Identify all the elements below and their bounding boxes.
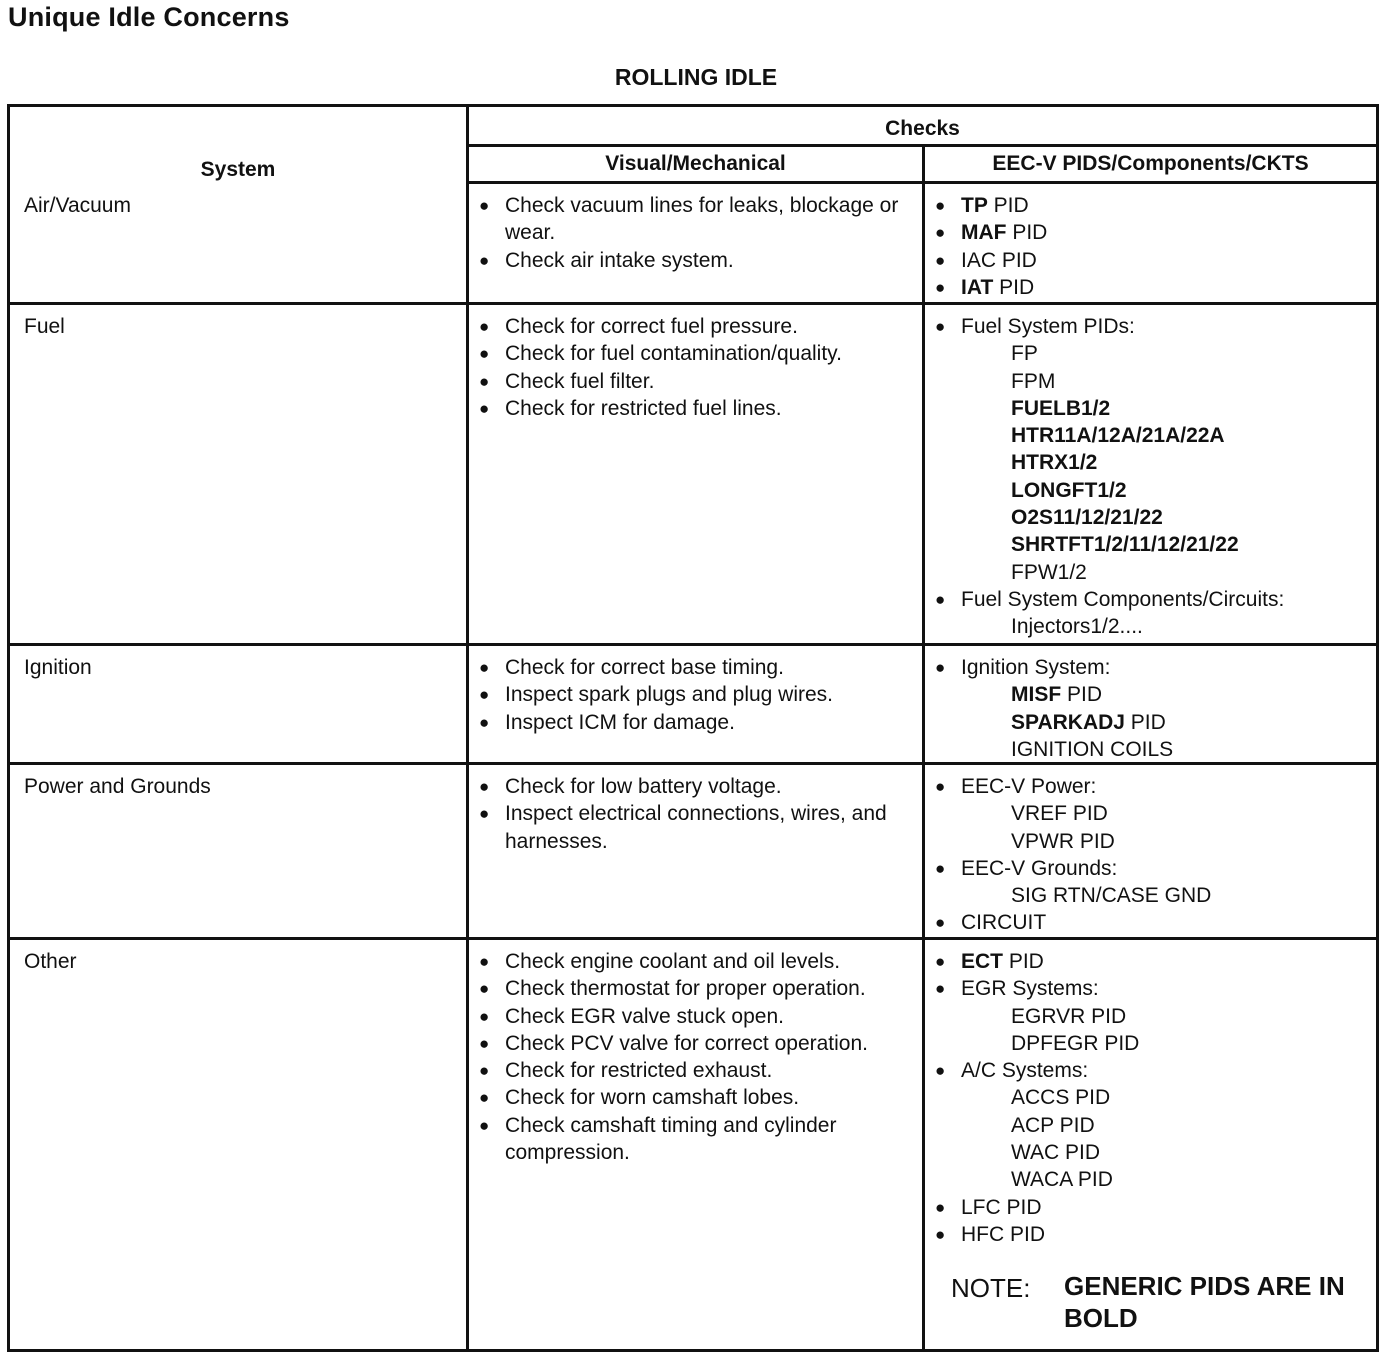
eec-sub-item — [961, 1166, 1370, 1193]
eec-check-item — [935, 192, 1370, 219]
pid-name-bold: O2S11/12/21/22 — [1011, 506, 1163, 530]
eec-sub-item — [961, 422, 1370, 449]
eec-sub-item — [961, 1003, 1370, 1030]
eec-item-text: IAC PID — [961, 248, 1037, 272]
eec-check-item — [935, 274, 1370, 301]
eec-sub-item — [961, 1084, 1370, 1111]
pid-name-bold: HTRX1/2 — [1011, 451, 1098, 475]
visual-check-cell — [469, 646, 925, 765]
eec-sub-item — [961, 1139, 1370, 1166]
eec-item-text: Ignition System: — [961, 656, 1111, 679]
visual-check-item: ● Check for low battery voltage. — [479, 773, 916, 800]
pid-name-bold: ECT — [961, 950, 1003, 973]
pid-name-bold: SPARKADJ — [1011, 710, 1125, 734]
eec-sub-text: FP — [1011, 342, 1038, 366]
eec-sub-item — [961, 1112, 1370, 1139]
bold-pids-note — [951, 1270, 1376, 1334]
visual-check-item: ● Check thermostat for proper operation. — [479, 975, 916, 1002]
system-cell: Ignition — [10, 646, 469, 765]
page-title: Unique Idle Concerns — [8, 2, 290, 32]
eec-sub-item — [961, 882, 1370, 909]
eec-sub-item — [961, 709, 1370, 736]
visual-check-item: ● Check engine coolant and oil levels. — [479, 948, 916, 975]
eec-item-text: EEC-V Power: — [961, 775, 1097, 798]
eec-item-text: EGR Systems: — [961, 977, 1099, 1001]
note-text: GENERIC PIDS ARE IN BOLD — [1064, 1271, 1345, 1334]
system-column-header: System — [10, 107, 469, 184]
visual-check-item: ● Inspect ICM for damage. — [479, 709, 916, 736]
eec-check-item — [935, 975, 1370, 1057]
concerns-table — [7, 104, 1379, 1352]
eec-sub-text: VPWR PID — [1011, 829, 1115, 853]
eec-check-item — [935, 948, 1370, 975]
eec-sub-text: DPFEGR PID — [1011, 1031, 1140, 1055]
eec-check-cell — [925, 940, 1376, 1349]
visual-check-item: ● Check vacuum lines for leaks, blockage or wear. — [479, 192, 916, 247]
eec-sub-text: PID — [1061, 683, 1103, 707]
eec-sub-item — [961, 395, 1370, 422]
eec-sub-text: SIG RTN/CASE GND — [1011, 884, 1212, 908]
eec-sub-text: PID — [1124, 710, 1166, 734]
eec-sub-item — [961, 828, 1370, 855]
visual-column-header: Visual/Mechanical — [469, 147, 925, 184]
pid-name-bold: MAF — [961, 221, 1007, 245]
eec-sub-item — [961, 504, 1370, 531]
eec-item-text: EEC-V Grounds: — [961, 856, 1118, 880]
eec-sub-text: Injectors1/2.... — [1011, 615, 1143, 639]
eec-column-header: EEC-V PIDS/Components/CKTS — [925, 147, 1376, 184]
eec-sub-text: FPM — [1011, 369, 1056, 393]
eec-check-item — [935, 855, 1370, 910]
eec-sub-text: ACCS PID — [1011, 1086, 1111, 1110]
visual-check-item: ● Check for correct base timing. — [479, 654, 916, 681]
eec-item-text: PID — [1006, 221, 1048, 245]
visual-check-item: ● Check for worn camshaft lobes. — [479, 1084, 916, 1111]
eec-check-cell — [925, 184, 1376, 305]
eec-item-text: PID — [1003, 950, 1044, 973]
checks-column-header: Checks — [469, 107, 1376, 147]
pid-name-bold: TP — [961, 194, 988, 217]
eec-sub-text: WACA PID — [1011, 1168, 1113, 1192]
eec-item-text: Fuel System Components/Circuits: — [961, 587, 1285, 611]
eec-sub-item — [961, 736, 1370, 763]
eec-sub-item — [961, 531, 1370, 558]
system-cell: Other — [10, 940, 469, 1349]
visual-check-cell — [469, 765, 925, 940]
visual-check-cell — [469, 305, 925, 646]
eec-sub-text: VREF PID — [1011, 802, 1108, 826]
eec-check-item — [935, 773, 1370, 855]
eec-sub-text: ACP PID — [1011, 1113, 1095, 1137]
eec-check-item — [935, 586, 1370, 641]
eec-item-text: HFC PID — [961, 1222, 1045, 1246]
eec-check-item — [935, 909, 1370, 936]
eec-sub-text: FPW1/2 — [1011, 560, 1087, 584]
eec-sub-text: EGRVR PID — [1011, 1004, 1127, 1028]
eec-check-item — [935, 313, 1370, 586]
visual-check-item: ● Check for correct fuel pressure. — [479, 313, 916, 340]
eec-sub-item — [961, 340, 1370, 367]
pid-name-bold: LONGFT1/2 — [1011, 478, 1127, 502]
eec-sub-item — [961, 449, 1370, 476]
visual-check-item: ● Inspect spark plugs and plug wires. — [479, 681, 916, 708]
eec-check-item — [935, 247, 1370, 274]
visual-check-item: ● Check for restricted fuel lines. — [479, 395, 916, 422]
eec-sub-item — [961, 368, 1370, 395]
system-cell: Air/Vacuum — [10, 184, 469, 305]
eec-sub-item — [961, 613, 1370, 640]
pid-name-bold: HTR11A/12A/21A/22A — [1011, 424, 1225, 448]
eec-sub-item — [961, 1030, 1370, 1057]
eec-item-text: PID — [987, 194, 1029, 217]
visual-check-item: ● Check air intake system. — [479, 247, 916, 274]
eec-sub-item — [961, 800, 1370, 827]
eec-check-cell — [925, 646, 1376, 765]
eec-check-item — [935, 219, 1370, 246]
eec-item-text: PID — [993, 275, 1035, 299]
eec-check-cell — [925, 305, 1376, 646]
note-label: NOTE: — [951, 1273, 1031, 1304]
eec-check-item — [935, 1057, 1370, 1193]
pid-name-bold: IAT — [961, 275, 994, 299]
visual-check-cell — [469, 184, 925, 305]
eec-sub-text: IGNITION COILS — [1011, 737, 1174, 761]
system-cell: Power and Grounds — [10, 765, 469, 940]
eec-item-text: LFC PID — [961, 1195, 1042, 1219]
eec-sub-item — [961, 681, 1370, 708]
visual-check-item: ● Check PCV valve for correct operation. — [479, 1030, 916, 1057]
table-title: ROLLING IDLE — [614, 64, 778, 90]
pid-name-bold: SHRTFT1/2/11/12/21/22 — [1011, 533, 1239, 557]
visual-check-item: ● Check fuel filter. — [479, 368, 916, 395]
eec-item-text: Fuel System PIDs: — [961, 315, 1135, 338]
visual-check-cell — [469, 940, 925, 1349]
eec-sub-item — [961, 477, 1370, 504]
eec-item-text: A/C Systems: — [961, 1059, 1089, 1083]
eec-check-cell — [925, 765, 1376, 940]
pid-name-bold: FUELB1/2 — [1011, 396, 1111, 420]
visual-check-item: ● Check for fuel contamination/quality. — [479, 340, 916, 367]
visual-check-item: ● Check EGR valve stuck open. — [479, 1003, 916, 1030]
eec-check-item — [935, 1194, 1370, 1221]
visual-check-item: ● Inspect electrical connections, wires, and harnesses. — [479, 800, 916, 855]
eec-check-item — [935, 1221, 1370, 1248]
eec-sub-item — [961, 559, 1370, 586]
eec-sub-text: WAC PID — [1011, 1141, 1101, 1165]
pid-name-bold: MISF — [1011, 683, 1062, 707]
system-cell: Fuel — [10, 305, 469, 646]
eec-check-item — [935, 654, 1370, 763]
visual-check-item: ● Check for restricted exhaust. — [479, 1057, 916, 1084]
visual-check-item: ● Check camshaft timing and cylinder compression. — [479, 1112, 916, 1167]
eec-item-text: CIRCUIT — [961, 911, 1047, 935]
